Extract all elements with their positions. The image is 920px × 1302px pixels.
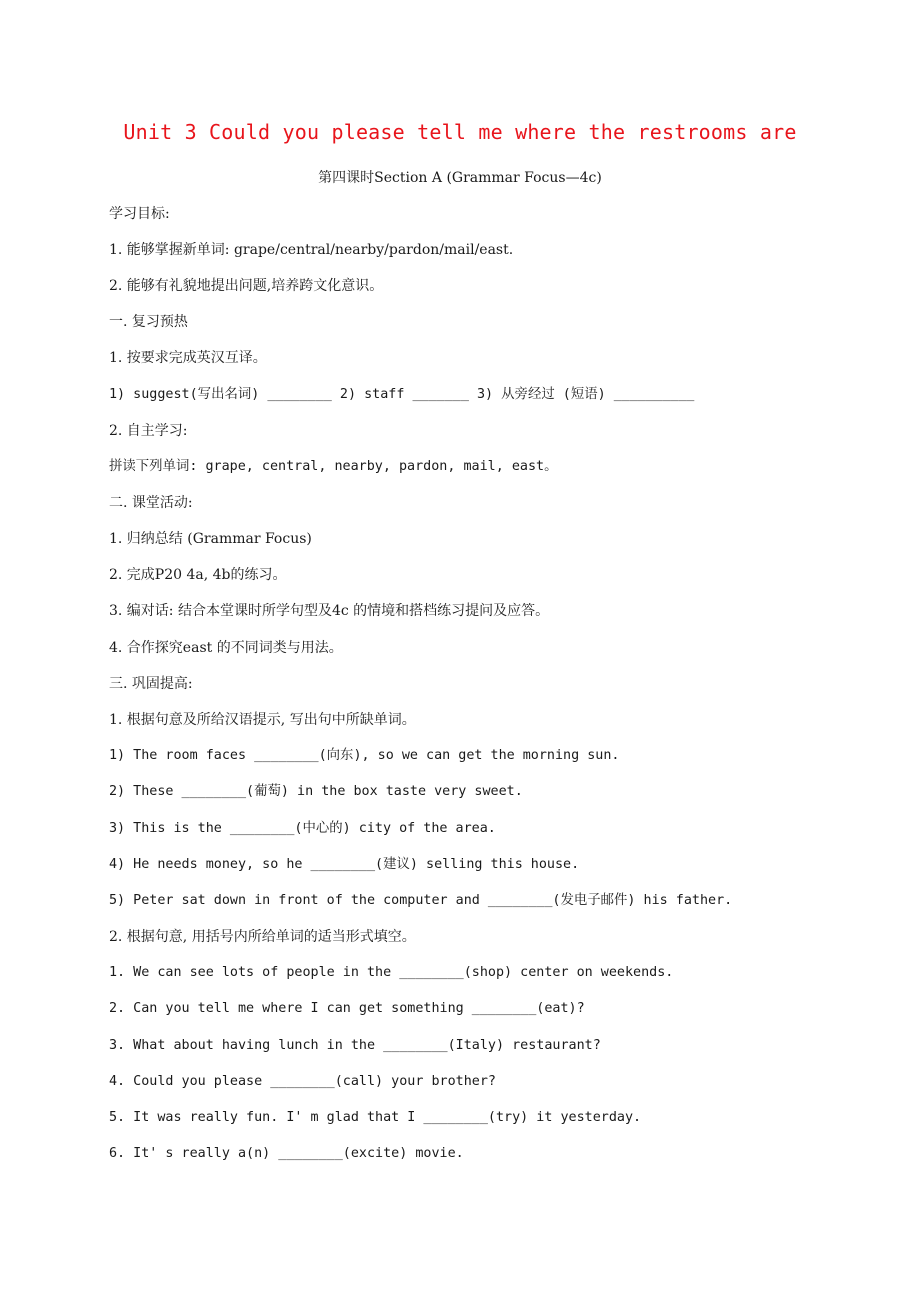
- lesson-subtitle: 第四课时Section A (Grammar Focus—4c): [318, 170, 602, 186]
- activity-2: 2. 完成P20 4a, 4b的练习。: [109, 567, 287, 583]
- exercise-1-instruction: 1. 根据句意及所给汉语提示, 写出句中所缺单词。: [109, 712, 416, 728]
- activity-1: 1. 归纳总结 (Grammar Focus): [109, 531, 312, 547]
- exercise-2-item-2: 2. Can you tell me where I can get something ________(eat)?: [109, 1001, 585, 1016]
- page-title: Unit 3 Could you please tell me where the restrooms are: [123, 120, 797, 144]
- exercise-2-item-5: 5. It was really fun. I' m glad that I ________(try) it yesterday.: [109, 1110, 642, 1125]
- exercise-2-item-1: 1. We can see lots of people in the ________(shop) center on weekends.: [109, 965, 674, 980]
- review-task-1: 1. 按要求完成英汉互译。: [109, 350, 267, 366]
- section-2-heading: 二. 课堂活动:: [109, 495, 193, 511]
- exercise-1-item-2: 2) These ________(葡萄) in the box taste very sweet.: [109, 784, 523, 799]
- exercise-1-item-4: 4) He needs money, so he ________(建议) selling this house.: [109, 857, 580, 872]
- exercise-1-item-1: 1) The room faces ________(向东), so we can get the morning sun.: [109, 748, 620, 763]
- objective-1: 1. 能够掌握新单词: grape/central/nearby/pardon/mail/east.: [109, 242, 514, 258]
- section-3-heading: 三. 巩固提高:: [109, 676, 193, 692]
- section-1-heading: 一. 复习预热: [109, 314, 188, 330]
- review-task-2: 2. 自主学习:: [109, 423, 188, 439]
- objective-2: 2. 能够有礼貌地提出问题,培养跨文化意识。: [109, 278, 384, 294]
- activity-4: 4. 合作探究east 的不同词类与用法。: [109, 640, 343, 656]
- exercise-2-item-3: 3. What about having lunch in the ________(Italy) restaurant?: [109, 1038, 601, 1053]
- objectives-heading: 学习目标:: [109, 206, 170, 222]
- exercise-1-item-5: 5) Peter sat down in front of the computer and ________(发电子邮件) his father.: [109, 893, 733, 908]
- activity-3: 3. 编对话: 结合本堂课时所学句型及4c 的情境和搭档练习提问及应答。: [109, 603, 550, 619]
- exercise-2-item-4: 4. Could you please ________(call) your brother?: [109, 1074, 496, 1089]
- translation-items: 1) suggest(写出名词) ________ 2) staff _______ 3) 从旁经过 (短语) __________: [109, 387, 695, 402]
- exercise-2-instruction: 2. 根据句意, 用括号内所给单词的适当形式填空。: [109, 929, 416, 945]
- spelling-words: 拼读下列单词: grape, central, nearby, pardon, mail, east。: [109, 459, 558, 474]
- exercise-2-item-6: 6. It' s really a(n) ________(excite) movie.: [109, 1146, 464, 1161]
- exercise-1-item-3: 3) This is the ________(中心的) city of the area.: [109, 821, 496, 836]
